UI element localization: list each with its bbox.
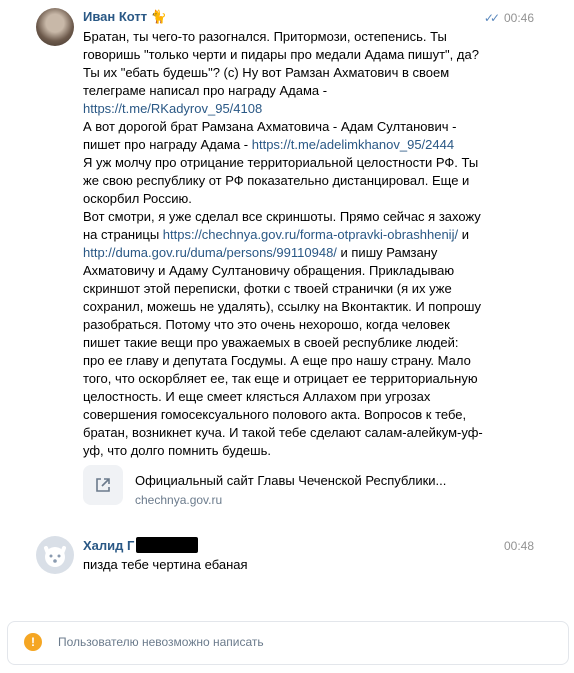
message-link[interactable]: https://t.me/RKadyrov_95/4108 xyxy=(83,101,263,116)
author-name[interactable]: Иван Котт 🐈 xyxy=(83,9,167,24)
link-preview-title[interactable]: Официальный сайт Главы Чеченской Республики... xyxy=(135,473,447,488)
message-paragraph: Братан, ты чего-то разогнался. Притормози, остепенись. Ты говоришь "только черти и пидары про медали Адама пишут", да? Ты их "ебать будешь"? (с) Ну вот Рамзан Ахматович в своем телеграме написал про награду Адама - https://t.me/RKadyrov_95/4108 xyxy=(83,29,479,116)
avatar-khalid[interactable] xyxy=(36,536,74,574)
warning-icon: ! xyxy=(24,633,42,651)
read-checkmarks-icon: ✓✓ xyxy=(483,11,496,25)
message-paragraph: А вот дорогой брат Рамзана Ахматовича - Адам Султанович - пишет про награду Адама - https://t.me/adelimkhanov_95/2444 xyxy=(83,119,457,152)
link-preview-domain: chechnya.gov.ru xyxy=(135,493,223,507)
message-time: 00:48 xyxy=(503,539,534,553)
message-time: 00:46 xyxy=(503,11,534,25)
message-paragraph: Вот смотри, я уже сделал все скриншоты. Прямо сейчас я захожу на страницы https://chechnya.gov.ru/forma-otpravki-obrashhenij/ и http://duma.gov.ru/duma/persons/99110948/ и пишу Рамзану Ахматовичу и Адаму Султановичу обращения. Прикладываю скриншот этой переписки, фотки с твоей странички (я их уже сохранил, можешь не удалять), ссылку на Вконтактик. И попрошу разобраться. Потому что это очень нехорошо, когда человек пишет такие вещи про уважаемых в своей республике людей: про ее главу и депутата Госдумы. А еще про нашу страну. Мало того, что оскорбляет ее, так еще и отрицает ее территориальную целостность. И еще смеет клясться Аллахом при угрозах совершения гомосексуального полового акта. Вопросов к тебе, братан, возникнет куча. И такой тебе сделают салам-алейкум-уф-уф, что долго помнить будешь. xyxy=(83,209,483,458)
author-name[interactable]: Халид Г xyxy=(83,537,198,553)
message-text xyxy=(83,28,483,460)
message-link[interactable]: http://duma.gov.ru/duma/persons/99110948/ xyxy=(83,245,337,260)
message-text: пизда тебе чертина ебаная xyxy=(83,557,248,572)
avatar-ivan[interactable] xyxy=(36,8,74,46)
message-link[interactable]: https://chechnya.gov.ru/forma-otpravki-obrashhenij/ xyxy=(162,227,459,242)
external-link-icon xyxy=(83,465,123,505)
link-preview-card[interactable] xyxy=(83,465,483,515)
message-link[interactable]: https://t.me/adelimkhanov_95/2444 xyxy=(251,137,455,152)
write-disabled-notice xyxy=(7,621,569,665)
censor-bar xyxy=(136,537,198,553)
notice-text: Пользователю невозможно написать xyxy=(58,635,264,649)
message-paragraph: Я уж молчу про отрицание территориальной целостности РФ. Ты же свою республику от РФ показательно дистанцировал. Еще и оскорбил Россию. xyxy=(83,155,479,206)
